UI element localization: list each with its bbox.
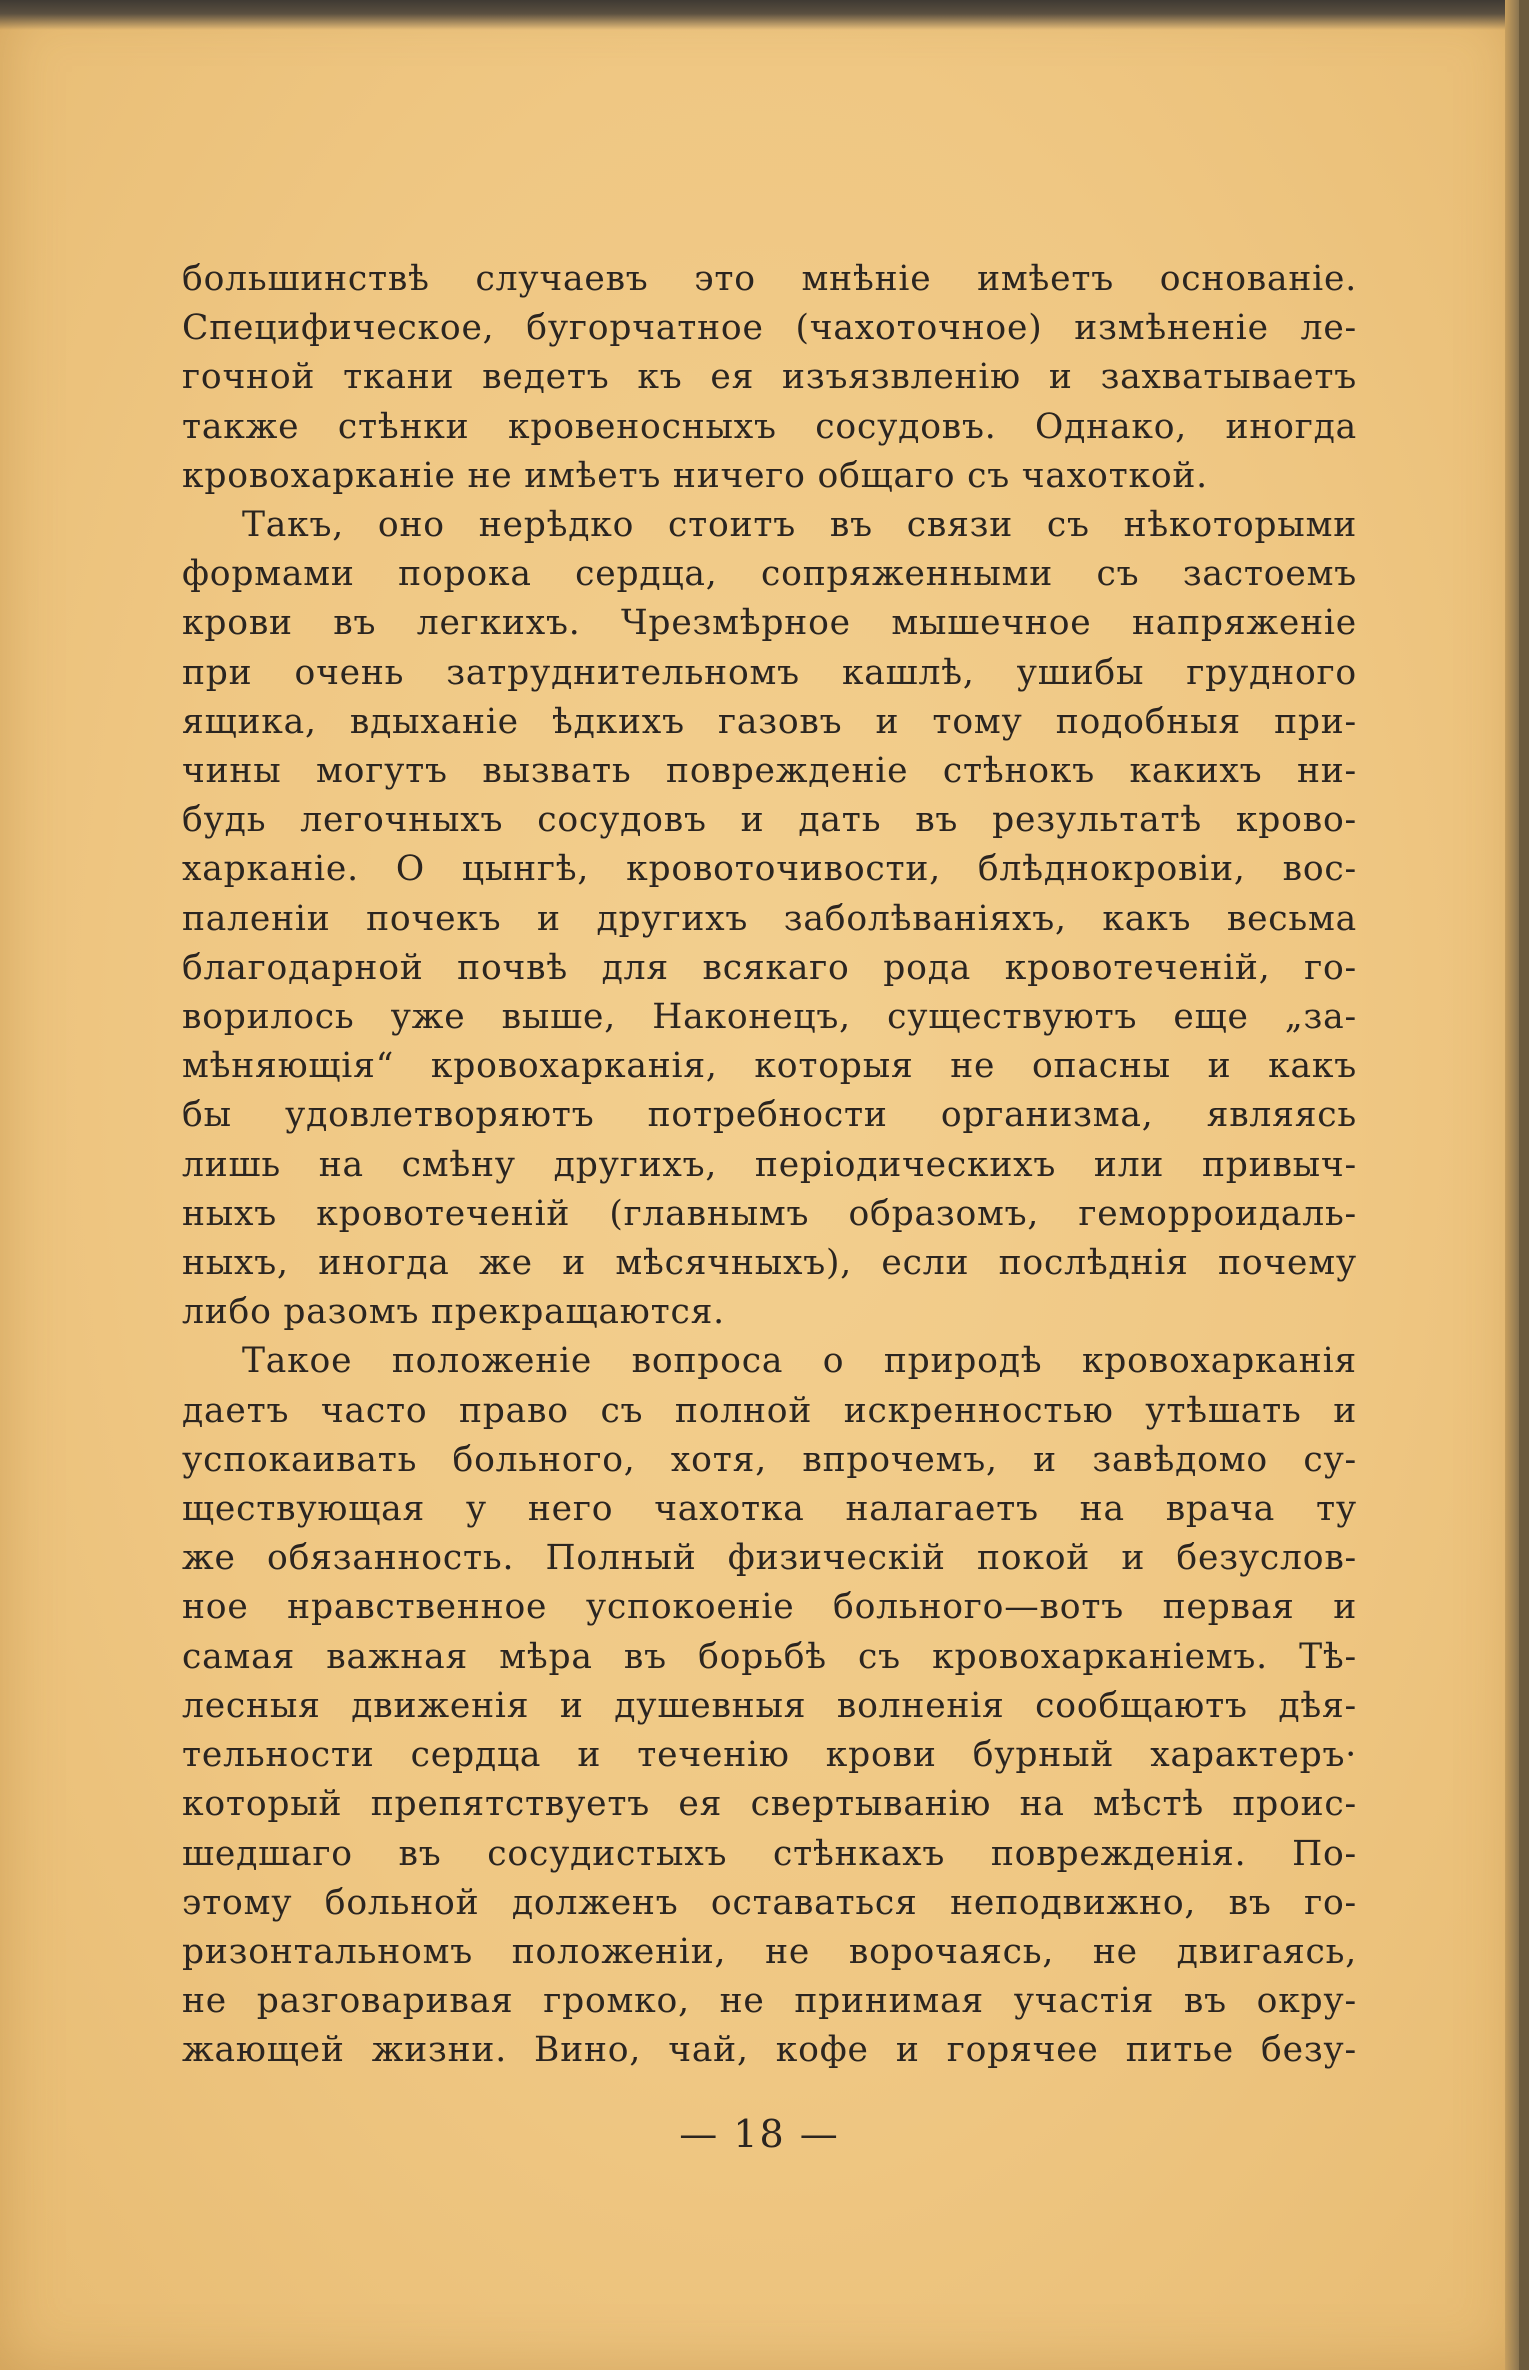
- paragraph-3: [182, 1337, 1357, 2075]
- text-line: также стѣнки кровеносныхъ сосудовъ. Однако, иногда: [182, 406, 1357, 447]
- text-line: гочной ткани ведетъ къ ея изъязвленію и захватываетъ: [182, 357, 1357, 398]
- text-line: ществующая у него чахотка налагаетъ на врача ту: [182, 1489, 1357, 1530]
- text-line: лишь на смѣну другихъ, періодическихъ или привыч-: [182, 1144, 1357, 1185]
- text-line: благодарной почвѣ для всякаго рода кровотеченій, го-: [182, 947, 1357, 988]
- text-line: шедшаго въ сосудистыхъ стѣнкахъ поврежденія. По-: [182, 1833, 1357, 1874]
- text-line: будь легочныхъ сосудовъ и дать въ результатѣ крово-: [182, 800, 1357, 841]
- text-line: ящика, вдыханіе ѣдкихъ газовъ и тому подобныя при-: [182, 701, 1357, 742]
- text-line: паленіи почекъ и другихъ заболѣваніяхъ, какъ весьма: [182, 898, 1357, 939]
- text-line: большинствѣ случаевъ это мнѣніе имѣетъ основаніе.: [182, 259, 1357, 299]
- text-line: ныхъ, иногда же и мѣсячныхъ), если послѣднія почему: [182, 1243, 1357, 1284]
- text-line: не разговаривая громко, не принимая участія въ окру-: [182, 1981, 1357, 2022]
- text-line: харканіе. О цынгѣ, кровоточивости, блѣднокровіи, вос-: [182, 849, 1357, 890]
- page-number: — 18 —: [679, 2112, 840, 2156]
- right-page-edge: [1505, 0, 1519, 2370]
- text-line: жающей жизни. Вино, чай, кофе и горячее питье безу-: [182, 2030, 1357, 2071]
- text-line: формами порока сердца, сопряженными съ застоемъ: [182, 554, 1357, 595]
- paragraph-1: [182, 255, 1357, 501]
- text-line: этому больной долженъ оставаться неподвижно, въ го-: [182, 1882, 1357, 1923]
- text-line: даетъ часто право съ полной искренностью утѣшать и: [182, 1390, 1357, 1431]
- text-line: ризонтальномъ положеніи, не ворочаясь, не двигаясь,: [182, 1931, 1357, 1972]
- text-line: при очень затруднительномъ кашлѣ, ушибы грудного: [182, 652, 1357, 693]
- text-line: Такое положеніе вопроса о природѣ кровохарканія: [242, 1341, 1357, 1382]
- text-line: тельности сердца и теченію крови бурный характеръ·: [182, 1735, 1357, 1776]
- text-line: самая важная мѣра въ борьбѣ съ кровохарканіемъ. Тѣ-: [182, 1636, 1357, 1677]
- text-line: ныхъ кровотеченій (главнымъ образомъ, геморроидаль-: [182, 1193, 1357, 1234]
- text-line: Специфическое, бугорчатное (чахоточное) измѣненіе ле-: [182, 308, 1357, 349]
- text-line: лесныя движенія и душевныя волненія сообщаютъ дѣя-: [182, 1685, 1357, 1726]
- text-line: крови въ легкихъ. Чрезмѣрное мышечное напряженіе: [182, 603, 1357, 644]
- text-line: чины могутъ вызвать поврежденіе стѣнокъ какихъ ни-: [182, 751, 1357, 792]
- text-line: либо разомъ прекращаются.: [182, 1292, 725, 1333]
- text-line: Такъ, оно нерѣдко стоитъ въ связи съ нѣкоторыми: [242, 505, 1357, 546]
- paragraph-2: [182, 501, 1357, 1337]
- top-edge-shadow: [0, 0, 1519, 30]
- text-line: ное нравственное успокоеніе больного—вотъ первая и: [182, 1587, 1357, 1628]
- text-line: успокаивать больного, хотя, впрочемъ, и завѣдомо су-: [182, 1439, 1357, 1480]
- text-line: мѣняющія“ кровохарканія, которыя не опасны и какъ: [182, 1046, 1357, 1087]
- body-text: [182, 255, 1357, 2076]
- text-line: который препятствуетъ ея свертыванію на мѣстѣ проис-: [182, 1784, 1357, 1825]
- text-line: бы удовлетворяютъ потребности организма, являясь: [182, 1095, 1357, 1136]
- text-line: кровохарканіе не имѣетъ ничего общаго съ чахоткой.: [182, 455, 1208, 496]
- text-line: ворилось уже выше, Наконецъ, существуютъ еще „за-: [182, 997, 1357, 1038]
- text-line: же обязанность. Полный физическій покой и безуслов-: [182, 1538, 1357, 1579]
